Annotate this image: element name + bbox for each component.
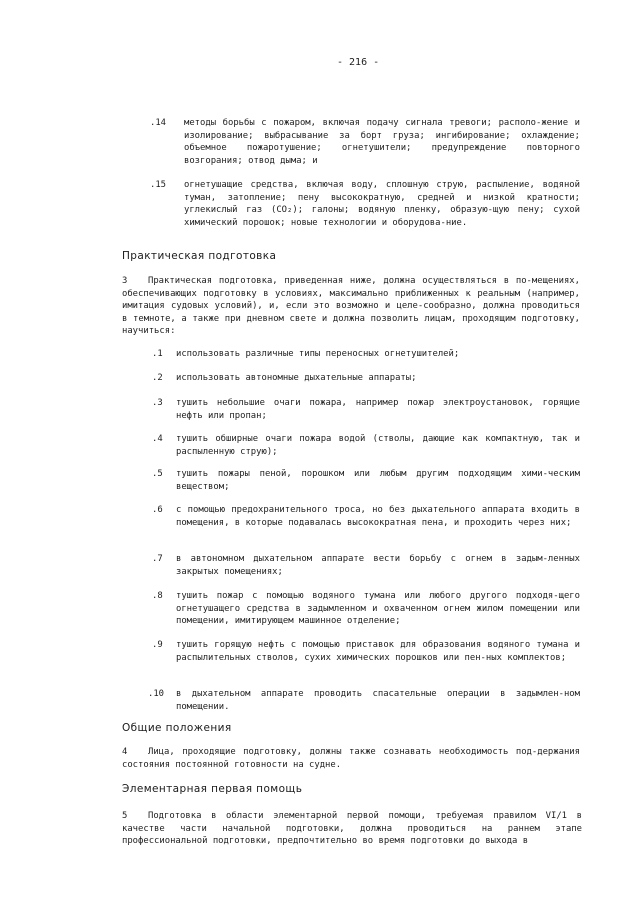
paragraph-text: Подготовка в области элементарной первой помощи, требуемая правилом VI/1 в качестве части начальной подготовки, должна проводиться на раннем этапе профессиональной подготовки, предпочтительно во время подготовки до выхода в — [122, 811, 582, 846]
item-text: тушить пожар с помощью водяного тумана или любого другого подходя-щего огнетушащего средства в задымленном и охваченном огнем жилом помещении или помещении, имитирующем машинное отделение; — [176, 591, 580, 626]
item-number: .14 — [150, 118, 167, 128]
item-text: в дыхательном аппарате проводить спасательные операции в задымлен-ном помещении. — [176, 689, 580, 712]
list-item — [150, 179, 580, 241]
item-number: .5 — [152, 469, 163, 479]
item-text: использовать автономные дыхательные аппараты; — [176, 373, 417, 383]
item-number: .1 — [152, 349, 163, 359]
item-text: огнетушащие средства, включая воду, сплошную струю, распыление, водяной туман, затопление; пену высокократную, средней и низкой кратности; углекислый газ (CO₂); галоны; водяную пленку, образую-щую пену; сухой химический порошок; новые технологии и оборудова-ние. — [184, 180, 580, 228]
section-heading: Элементарная первая помощь — [122, 783, 303, 795]
item-number: .6 — [152, 505, 163, 515]
item-number: .4 — [152, 434, 163, 444]
item-number: .3 — [152, 398, 163, 408]
paragraph-number: 5 — [122, 811, 128, 821]
item-text: использовать различные типы переносных огнетушителей; — [176, 349, 460, 359]
item-text: тушить небольшие очаги пожара, например пожар электроустановок, горящие нефть или пропан; — [176, 398, 580, 421]
item-text: тушить обширные очаги пожара водой (стволы, дающие как компактную, так и распыленную струю); — [176, 434, 580, 457]
item-text: тушить пожары пеной, порошком или любым другим подходящим хими-ческим веществом; — [176, 469, 580, 492]
item-text: с помощью предохранительного троса, но без дыхательного аппарата входить в помещения, в которые подавалась высокократная пена, и проходить через них; — [176, 505, 580, 528]
paragraph-text: Практическая подготовка, приведенная ниже, должна осуществляться в по-мещениях, обеспечивающих подготовку в условиях, максимально приближенных к реальным (например, имитация судовых условий), и, если это возможно и целе-сообразно, должна проводиться в темноте, а также при дневном свете и должна позволить лицам, проходящим подготовку, научиться: — [122, 276, 580, 336]
paragraph-text: Лица, проходящие подготовку, должны также сознавать необходимость под-держания состояния постоянной готовности на судне. — [122, 747, 580, 770]
section-heading: Общие положения — [122, 722, 232, 734]
section-heading: Практическая подготовка — [122, 250, 277, 262]
item-number: .7 — [152, 554, 163, 564]
paragraph-number: 3 — [122, 276, 128, 286]
item-text: методы борьбы с пожаром, включая подачу сигнала тревоги; располо-жение и изолирование; выбрасывание за борт груза; ингибирование; охлаждение; объемное пожаротушение; огнетушители; предупреждение повторного возгорания; отвод дыма; и — [184, 118, 580, 166]
page-number: - 216 - — [337, 57, 380, 68]
item-text: в автономном дыхательном аппарате вести борьбу с огнем в задым-ленных закрытых помещениях; — [176, 554, 580, 577]
list-item — [150, 117, 580, 167]
item-number: .9 — [152, 640, 163, 650]
item-text: тушить горящую нефть с помощью приставок для образования водяного тумана и распылительных стволов, сухих химических порошков или пен-ных комплектов; — [176, 640, 580, 663]
item-number: .10 — [148, 689, 165, 699]
item-number: .8 — [152, 591, 163, 601]
paragraph-number: 4 — [122, 747, 128, 757]
item-number: .2 — [152, 373, 163, 383]
item-number: .15 — [150, 180, 167, 190]
